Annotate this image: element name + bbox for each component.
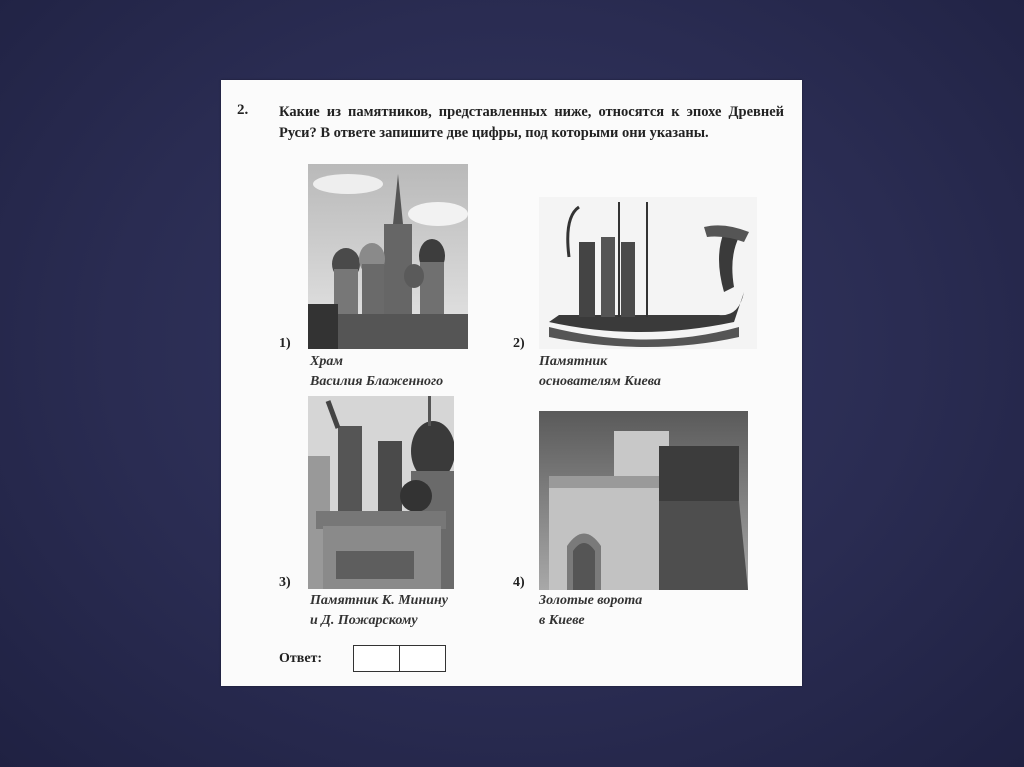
item-4-number: 4) — [513, 575, 525, 590]
answer-box-2[interactable] — [399, 645, 446, 672]
item-1-caption-line2: Василия Блаженного — [310, 374, 444, 389]
worksheet-page — [221, 80, 802, 686]
question-number: 2. — [237, 102, 249, 118]
question-text-part2: , под которыми они указаны. — [518, 125, 709, 141]
question-text-part1: Какие из памятников, представленных ниже, относятся к эпохе Древней Руси? В ответе запишите — [279, 104, 784, 141]
question-text-bold: две цифры — [446, 125, 518, 141]
item-3-caption-line1: Памятник К. Минину — [310, 593, 449, 608]
item-4-caption-line1: Золотые ворота — [539, 593, 643, 608]
item-3-caption — [310, 591, 448, 631]
item-1-caption — [310, 352, 443, 392]
photo-minin-pozharsky-monument — [308, 396, 454, 589]
photo-kyiv-founders-monument — [539, 197, 757, 349]
answer-box-1[interactable] — [353, 645, 400, 672]
item-2-number: 2) — [513, 336, 525, 351]
item-4-caption — [539, 591, 642, 631]
item-2-caption-line2: основателям Киева — [539, 374, 661, 389]
photo-golden-gate-kyiv — [539, 411, 748, 590]
item-1-number: 1) — [279, 336, 291, 351]
item-2-caption-line1: Памятник — [539, 354, 608, 369]
item-3-number: 3) — [279, 575, 291, 590]
question-text — [279, 102, 784, 144]
item-3-caption-line2: и Д. Пожарскому — [310, 613, 418, 628]
photo-st-basil-cathedral — [308, 164, 468, 349]
item-2-caption — [539, 352, 661, 392]
item-4-caption-line2: в Киеве — [539, 613, 585, 628]
item-1-caption-line1: Храм — [310, 354, 343, 369]
answer-label: Ответ: — [279, 651, 323, 666]
